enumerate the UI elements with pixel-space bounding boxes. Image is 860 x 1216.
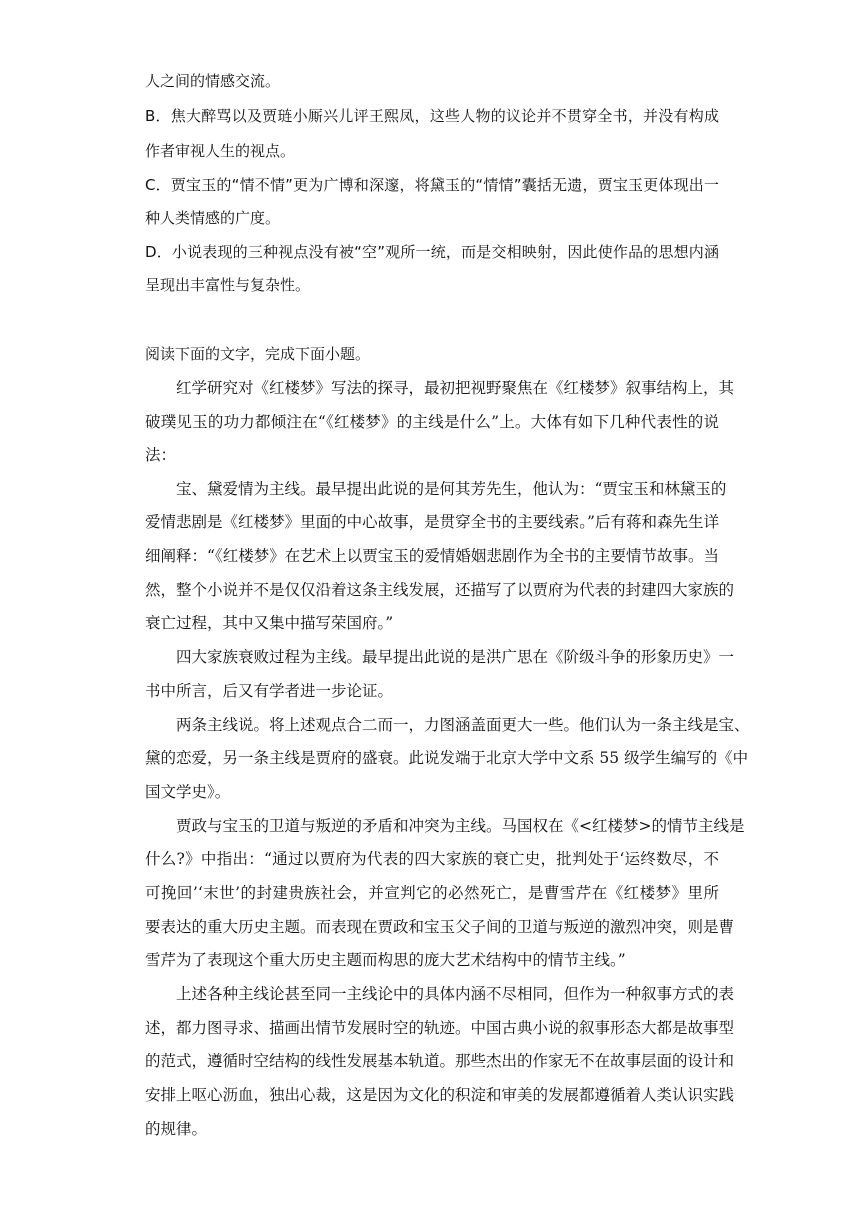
paragraph-line: 雪芹为了表现这个重大历史主题而构思的庞大艺术结构中的情节主线。”: [145, 951, 626, 969]
paragraph-line: 法：: [145, 446, 177, 464]
paragraph-line: 细阐释：“《红楼梦》在艺术上以贾宝玉的爱情婚姻悲剧作为全书的主要情节故事。当: [145, 547, 719, 565]
paragraph-line: 安排上呕心沥血，独出心裁，这是因为文化的积淀和审美的发展都遵循着人类认识实践: [145, 1086, 735, 1104]
paragraph-line: 爱情悲剧是《红楼梦》里面的中心故事，是贯穿全书的主要线索。”后有蒋和森先生详: [145, 513, 719, 531]
paragraph-line: 黛的恋爱，另一条主线是贾府的盛衰。此说发端于北京大学中文系 55 级学生编写的《中: [145, 749, 749, 767]
option-c-line-1: C．贾宝玉的“情不情”更为广博和深邃，将黛玉的“情情”囊括无遗，贾宝玉更体现出一: [145, 176, 719, 194]
option-b-line-2: 作者审视人生的视点。: [145, 142, 296, 160]
paragraph-line: 的范式，遵循时空结构的线性发展基本轨道。那些杰出的作家无不在故事层面的设计和: [145, 1052, 735, 1070]
option-b-line-1: B．焦大醉骂以及贾琏小厮兴儿评王熙凤，这些人物的议论并不贯穿全书，并没有构成: [145, 107, 719, 125]
option-c-line-2: 种人类情感的广度。: [145, 209, 281, 227]
paragraph-line: 贾政与宝玉的卫道与叛逆的矛盾和冲突为主线。马国权在《<红楼梦>的情节主线是: [176, 817, 745, 835]
paragraph-line: 四大家族衰败过程为主线。最早提出此说的是洪广思在《阶级斗争的形象历史》一: [176, 648, 735, 666]
reading-prompt: 阅读下面的文字，完成下面小题。: [145, 345, 371, 363]
paragraph-line: 然，整个小说并不是仅仅沿着这条主线发展，还描写了以贾府为代表的封建四大家族的: [145, 581, 735, 599]
paragraph-line: 要表达的重大历史主题。而表现在贾政和宝玉父子间的卫道与叛逆的激烈冲突，则是曹: [145, 918, 735, 936]
paragraph-line: 的规律。: [145, 1120, 208, 1138]
paragraph-line: 什么?》中指出：“通过以贾府为代表的四大家族的衰亡史，批判处于‘运终数尽，不: [145, 850, 719, 868]
question-tail-line: 人之间的情感交流。: [145, 72, 281, 90]
paragraph-line: 述，都力图寻求、描画出情节发展时空的轨迹。中国古典小说的叙事形态大都是故事型: [145, 1019, 735, 1037]
paragraph-line: 衰亡过程，其中又集中描写荣国府。”: [145, 614, 394, 632]
paragraph-line: 国文学史》。: [145, 783, 231, 801]
paragraph-line: 两条主线说。将上述观点合二而一，力图涵盖面更大一些。他们认为一条主线是宝、: [176, 716, 750, 734]
paragraph-line: 破璞见玉的功力都倾注在“《红楼梦》的主线是什么”上。大体有如下几种代表性的说: [145, 413, 719, 431]
paragraph-line: 红学研究对《红楼梦》写法的探寻，最初把视野聚焦在《红楼梦》叙事结构上，其: [176, 379, 735, 397]
paragraph-line: 书中所言，后又有学者进一步论证。: [145, 682, 394, 700]
option-d-line-1: D．小说表现的三种视点没有被“空”观所一统，而是交相映射，因此使作品的思想内涵: [145, 243, 719, 261]
paragraph-line: 上述各种主线论甚至同一主线论中的具体内涵不尽相同，但作为一种叙事方式的表: [176, 985, 735, 1003]
option-d-line-2: 呈现出丰富性与复杂性。: [145, 276, 311, 294]
paragraph-line: 可挽回’‘末世’的封建贵族社会，并宣判它的必然死亡，是曹雪芹在《红楼梦》里所: [145, 884, 719, 902]
paragraph-line: 宝、黛爱情为主线。最早提出此说的是何其芳先生，他认为：“贾宝玉和林黛玉的: [176, 480, 727, 498]
